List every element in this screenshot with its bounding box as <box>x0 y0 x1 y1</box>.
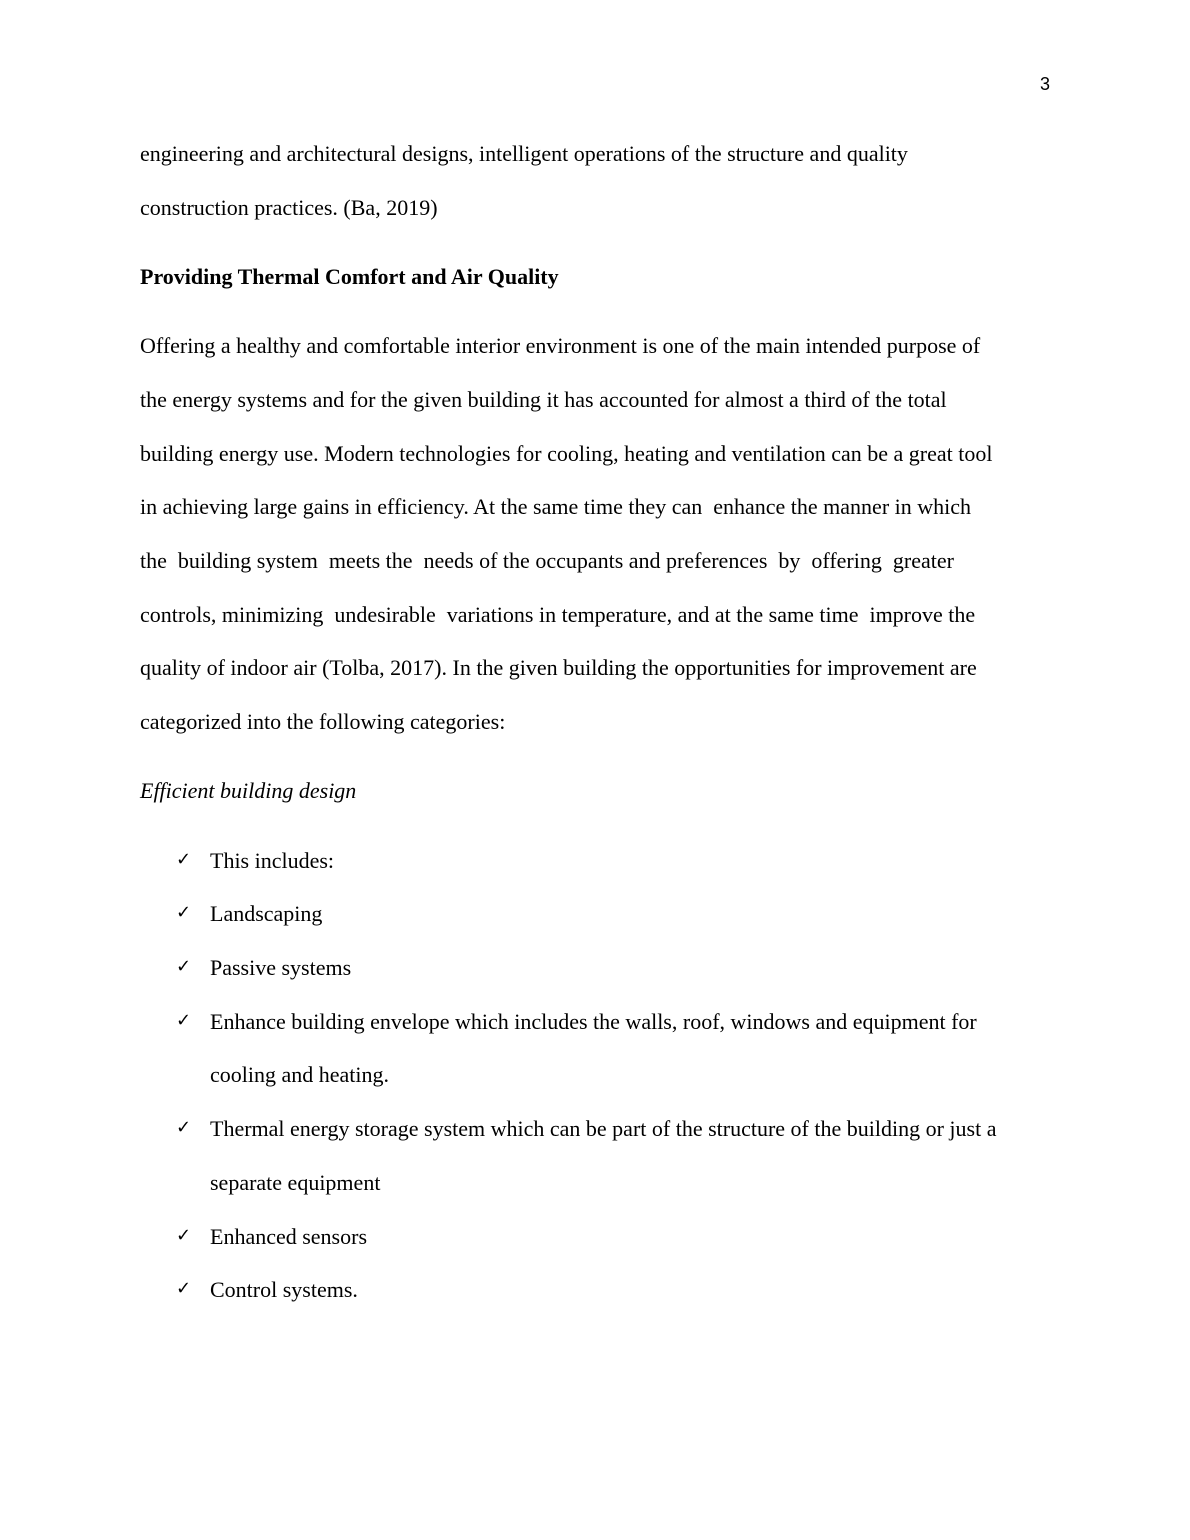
list-item: Passive systems <box>210 955 352 980</box>
paragraph-line: quality of indoor air (Tolba, 2017). In the given building the opportunities for improvement are <box>140 655 977 680</box>
checkmark-icon: ✓ <box>176 1225 192 1246</box>
checkmark-icon: ✓ <box>176 956 192 977</box>
intro-line: engineering and architectural designs, intelligent operations of the structure and quality <box>140 141 908 166</box>
paragraph-line: Offering a healthy and comfortable interior environment is one of the main intended purpose of <box>140 333 981 358</box>
checkmark-icon: ✓ <box>176 1117 192 1138</box>
subheading: Efficient building design <box>140 778 357 803</box>
list-item-continuation: cooling and heating. <box>210 1062 390 1087</box>
list-item: Control systems. <box>210 1277 358 1302</box>
paragraph-line: the energy systems and for the given building it has accounted for almost a third of the total <box>140 387 947 412</box>
list-item: Enhance building envelope which includes the walls, roof, windows and equipment for <box>210 1009 977 1034</box>
checkmark-icon: ✓ <box>176 849 192 870</box>
list-item: This includes: <box>210 848 335 873</box>
list-item: Thermal energy storage system which can be part of the structure of the building or just a <box>210 1116 997 1141</box>
paragraph-line: the building system meets the needs of the occupants and preferences by offering greater <box>140 548 954 573</box>
intro-line: construction practices. (Ba, 2019) <box>140 195 438 220</box>
checkmark-icon: ✓ <box>176 1278 192 1299</box>
page-number: 3 <box>1039 74 1050 94</box>
list-item-continuation: separate equipment <box>210 1170 381 1195</box>
paragraph-line: in achieving large gains in efficiency. At the same time they can enhance the manner in which <box>140 494 972 519</box>
checkmark-icon: ✓ <box>176 1010 192 1031</box>
paragraph-line: controls, minimizing undesirable variations in temperature, and at the same time improve the <box>140 602 976 627</box>
checkmark-icon: ✓ <box>176 902 192 923</box>
list-item: Landscaping <box>210 901 323 926</box>
section-heading: Providing Thermal Comfort and Air Quality <box>140 264 559 289</box>
paragraph-line: building energy use. Modern technologies for cooling, heating and ventilation can be a great tool <box>140 441 993 466</box>
paragraph-line: categorized into the following categories: <box>140 709 506 734</box>
list-item: Enhanced sensors <box>210 1224 368 1249</box>
